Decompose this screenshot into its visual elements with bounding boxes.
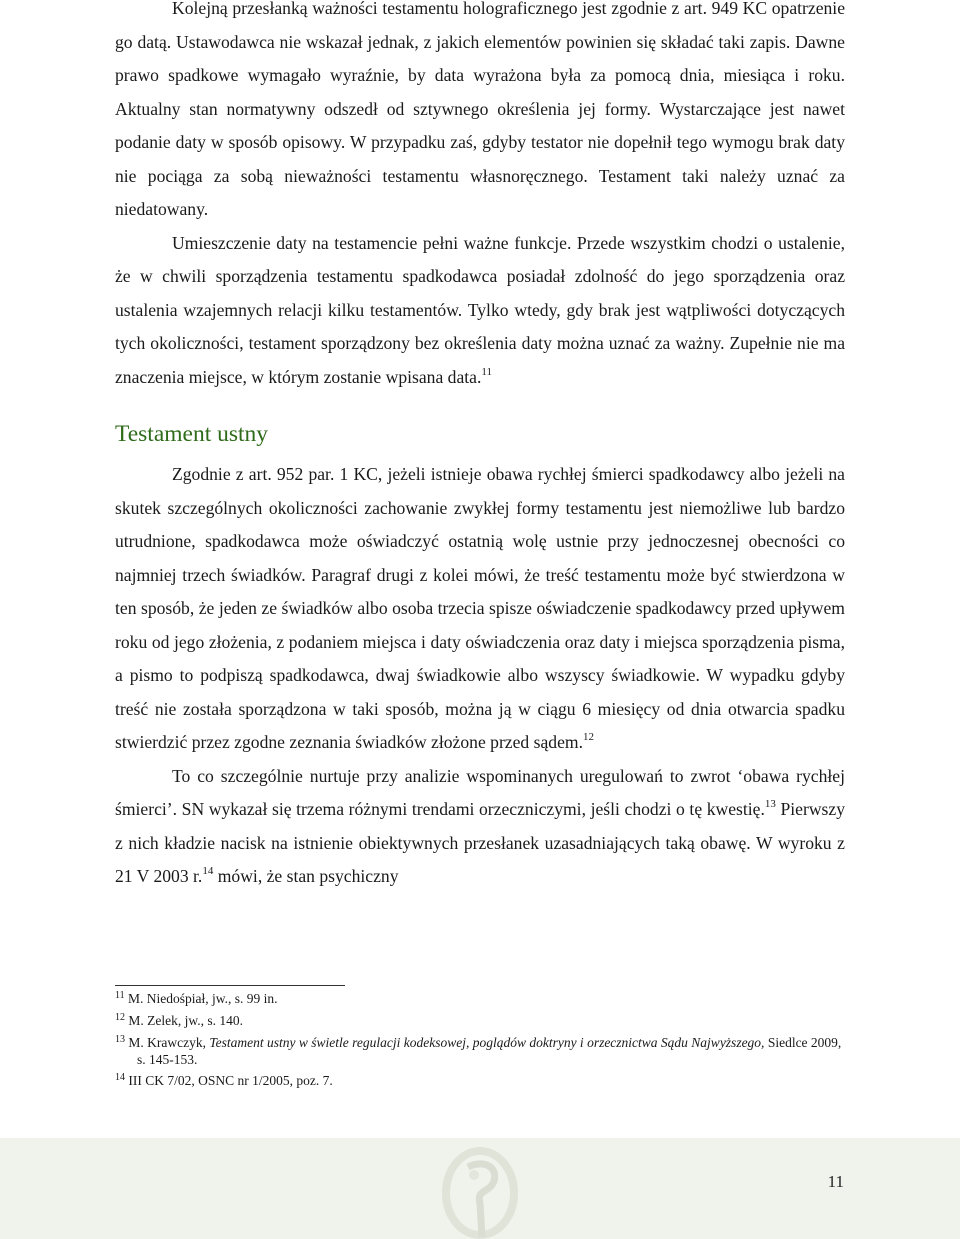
paragraph-oral-testament: Zgodnie z art. 952 par. 1 KC, jeżeli istnieje obawa rychłej śmierci spadkodawcy albo jeżeli na skutek szczególnych okoliczności zachowanie zwykłej formy testamentu jest niemożliwe lub bardzo utrudnione, spadkodawca może oświadczyć ostatnią wolę ustnie przy jednoczesnej obecności co najmniej trzech świadków. Paragraf drugi z kolei mówi, że treść testamentu może być stwierdzona w ten sposób, że jeden ze świadków albo osoba trzecia spisze oświadczenie spadkodawcy przed upływem roku od jego złożenia, z podaniem miejsca i daty oświadczenia oraz daty i miejsca sporządzenia pisma, a pismo to podpiszą spadkodawca, dwaj świadkowie albo wszyscy świadkowie. W wypadku gdyby treść nie została sporządzona w taki sposób, można ją w ciągu 6 miesięcy od dnia otwarcia spadku stwierdzić przez zgodne zeznania świadków złożone przed sądem.$^{12}$ <box>115 464 845 752</box>
footnotes <box>115 990 850 1089</box>
document-body <box>115 0 845 894</box>
section-heading: Testament ustny <box>115 421 269 447</box>
page-number: 11 <box>827 1172 844 1191</box>
paragraph-date-functions: Umieszczenie daty na testamencie pełni ważne funkcje. Przede wszystkim chodzi o ustalenie, że w chwili sporządzenia testamentu spadkodawca posiadał zdolność do jego sporządzenia oraz ustalenia wzajemnych relacji kilku testamentów. Tylko wtedy, gdy brak jest wątpliwości dotyczących tych okoliczności, testament sporządzony bez określenia daty można uznać za ważny. Zupełnie nie ma znaczenia miejsce, w którym zostanie wpisana data.$^{11}$ <box>115 232 845 387</box>
footnote-ref-11: 11 <box>481 365 492 378</box>
footnote-separator <box>115 985 345 986</box>
watermark-logo-icon <box>440 1145 520 1239</box>
footnote-13: $^{13}$ M. Krawczyk, Testament ustny w świetle regulacji kodeksowej, poglądów doktryny i orzecznictwa Sądu Najwyższego, Siedlce 2009, s. 145-153. <box>115 1034 842 1067</box>
footnote-ref-14: 14 <box>202 865 214 877</box>
footnote-12: $^{12}$ M. Zelek, jw., s. 140. <box>115 1012 243 1028</box>
footnote-14: $^{14}$ III CK 7/02, OSNC nr 1/2005, poz. 7. <box>115 1072 333 1088</box>
paragraph-date-requirement: Kolejną przesłanką ważności testamentu holograficznego jest zgodnie z art. 949 KC opatrzenie go datą. Ustawodawca nie wskazał jednak, z jakich elementów powinien się składać taki zapis. Dawne prawo spadkowe wymagało wyraźnie, by data wyrażona była za pomocą dnia, miesiąca i roku. Aktualny stan normatywny odszedł od sztywnego określenia jej formy. Wystarczające jest nawet podanie daty w sposób opisowy. W przypadku zaś, gdyby testator nie dopełnił tego wymogu brak daty nie pociąga za sobą nieważności testamentu własnoręcznego. Testament taki należy uznać za niedatowany. <box>115 0 845 219</box>
footnote-11: $^{11}$ M. Niedośpiał, jw., s. 99 in. <box>115 990 278 1006</box>
footnote-ref-12: 12 <box>582 731 594 743</box>
footnote-ref-13: 13 <box>764 798 776 810</box>
paragraph-fear-of-death: To co szczególnie nurtuje przy analizie wspominanych uregulowań to zwrot ‘obawa rychłej śmierci’. SN wykazał się trzema różnymi trendami orzeczniczymi, jeśli chodzi o tę kwestię.$^{13}$ Pierwszy z nich kładzie nacisk na istnienie obiektywnych przesłanek uzasadniających taką obawę. W wyroku z 21 V 2003 r.$^{14}$ mówi, że stan psychiczny <box>115 765 846 886</box>
